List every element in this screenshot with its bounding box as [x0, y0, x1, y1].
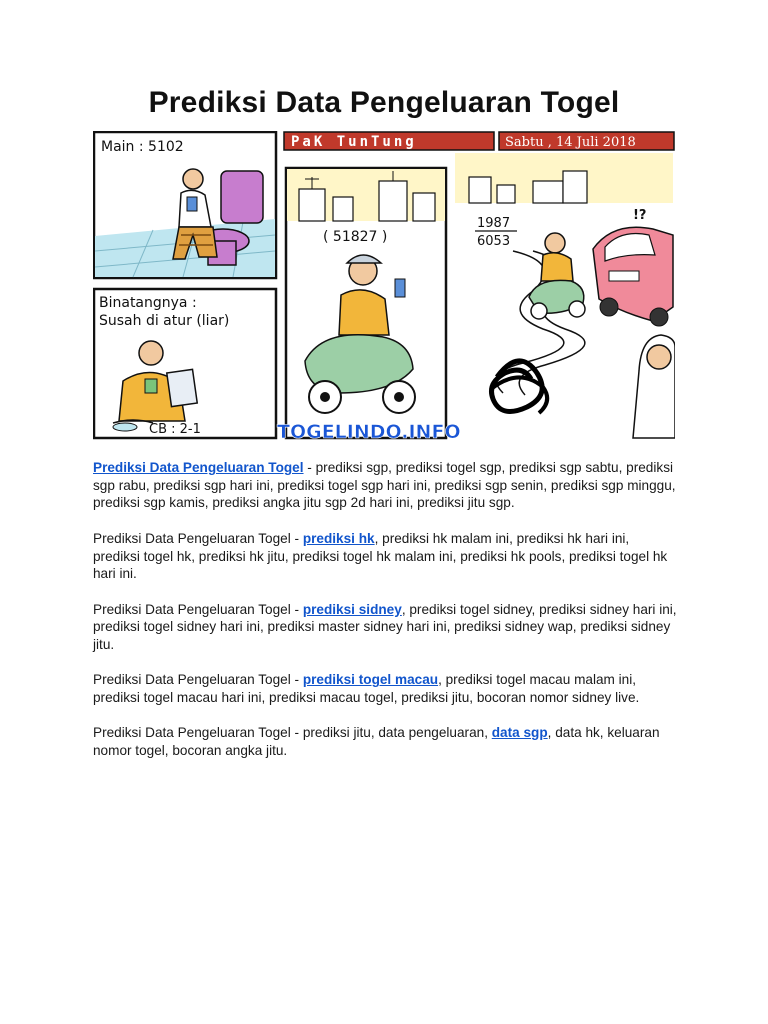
paragraph-2: Prediksi Data Pengeluaran Togel - prediksi hk, prediksi hk malam ini, prediksi hk hari ini, prediksi togel hk, prediksi hk jitu, prediksi togel hk malam ini, prediksi hk pools, prediksi togel hk hari ini. — [93, 530, 668, 582]
panel-2-caption-line-1: Binatangnya : — [99, 295, 197, 311]
togelindo-watermark: TOGELINDO.INFO — [277, 421, 461, 440]
link-data-sgp[interactable]: data sgp — [491, 725, 548, 741]
comic-panel-3 — [286, 168, 446, 438]
comic-header — [284, 132, 674, 150]
link-prediksi-data-pengeluaran-togel[interactable]: Prediksi Data Pengeluaran Togel — [93, 460, 304, 475]
panel-4-number-top: 1987 — [477, 216, 511, 231]
panel-2-footer: CB : 2-1 — [149, 422, 201, 437]
paragraph-1: Prediksi Data Pengeluaran Togel - prediksi sgp, prediksi togel sgp, prediksi sgp sabtu, prediksi sgp rabu, prediksi sgp hari ini, prediksi togel sgp hari ini, prediksi sgp senin, prediksi sgp minggu, prediksi sgp kamis, prediksi angka jitu sgp 2d hari ini, prediksi jitu sgp. — [93, 460, 676, 511]
link-prediksi-sidney[interactable]: prediksi sidney — [302, 601, 402, 617]
paragraph-4: Prediksi Data Pengeluaran Togel - prediksi togel macau, prediksi togel macau malam ini, prediksi togel macau hari ini, prediksi macau togel, prediksi jitu, bocoran nomor sidney live. — [93, 672, 640, 706]
comic-panel-4 — [455, 153, 675, 438]
paragraph-3: Prediksi Data Pengeluaran Togel - prediksi sidney, prediksi togel sidney, prediksi sidney hari ini, prediksi togel sidney hari ini, prediksi master sidney hari ini, prediksi sidney wap, prediksi sidney jitu. — [93, 601, 677, 652]
comic-date: Sabtu , 14 Juli 2018 — [505, 135, 636, 150]
panel-3-number: ( 51827 ) — [323, 229, 388, 245]
article-body — [93, 459, 678, 778]
link-prediksi-togel-macau[interactable]: prediksi togel macau — [302, 672, 439, 688]
page-title: Prediksi Data Pengeluaran Togel — [148, 86, 620, 119]
comic-brand: PaK TunTung — [291, 134, 417, 150]
panel-4-number-bottom: 6053 — [477, 234, 511, 249]
comic-panel-1 — [94, 132, 276, 278]
panel-4-exclaim: !? — [633, 208, 647, 223]
panel-1-caption: Main : 5102 — [101, 139, 184, 155]
comic-strip — [93, 131, 675, 440]
comic-panel-2 — [94, 289, 276, 438]
paragraph-5: Prediksi Data Pengeluaran Togel - prediksi jitu, data pengeluaran, data sgp, data hk, keluaran nomor togel, bocoran angka jitu. — [93, 725, 660, 759]
panel-2-caption-line-2: Susah di atur (liar) — [99, 313, 230, 329]
link-prediksi-hk[interactable]: prediksi hk — [302, 530, 375, 546]
